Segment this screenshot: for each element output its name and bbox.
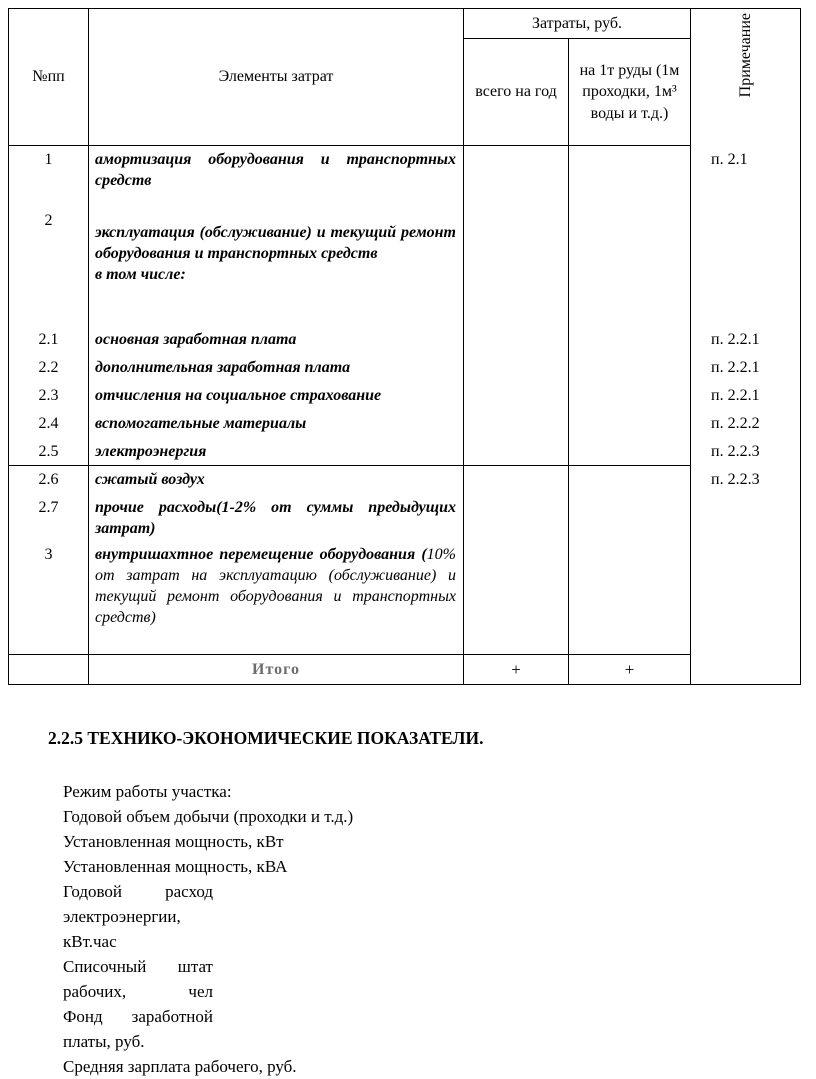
row-text: отчисления на социальное страхование [89,382,464,410]
row-per-unit-cell [569,466,691,494]
row-num: 2.2 [9,354,89,382]
row-total-year-cell [464,494,569,541]
line-staff-2: рабочих, чел [63,982,213,1001]
header-num: №пп [9,9,89,146]
row-per-unit-cell [569,198,691,326]
table-row-2-2 [9,354,801,382]
row-num: 1 [9,146,89,198]
row-note: п. 2.2.1 [711,386,760,404]
row-text [89,198,464,326]
line-payroll-1: Фонд заработной [63,1007,213,1026]
row-total-year-cell [464,146,569,198]
table-row-2-6 [9,466,801,494]
total-num-cell [9,655,89,685]
row-text-bold: внутришахтное перемещение оборудования ( [95,545,427,563]
table-row-2-4 [9,410,801,438]
row-num: 2 [9,198,89,326]
row-note: п. 2.2.1 [711,358,760,376]
table-row-2-5 [9,438,801,466]
table-row-2 [9,198,801,326]
row-per-unit-cell [569,410,691,438]
row-text: основная заработная плата [89,326,464,354]
table-row-3 [9,541,801,655]
row-note [691,541,801,655]
row-note: п. 2.2.3 [711,470,760,488]
total-note-cell [691,655,801,685]
table-header-row-top [9,9,801,39]
header-total-year: всего на год [464,39,569,146]
row-total-year-cell [464,410,569,438]
header-per-unit: на 1т руды (1м проходки, 1м³ воды и т.д.) [569,39,691,146]
line-installed-power-kva: Установленная мощность, кВА [63,857,288,876]
row-per-unit-cell [569,438,691,466]
table-total-row [9,655,801,685]
row-text: сжатый воздух [89,466,464,494]
row-text: дополнительная заработная плата [89,354,464,382]
header-note-cell [691,9,801,146]
row-note [691,198,801,326]
row-total-year-cell [464,466,569,494]
line-installed-power-kwt: Установленная мощность, кВт [63,832,284,851]
row-note: п. 2.1 [711,150,748,168]
total-year-value: + [464,655,569,685]
section-heading: 2.2.5 ТЕХНИКО-ЭКОНОМИЧЕСКИЕ ПОКАЗАТЕЛИ. [48,728,484,748]
row-text: вспомогательные материалы [89,410,464,438]
header-costs-group: Затраты, руб. [464,9,691,39]
row-per-unit-cell [569,541,691,655]
row-num: 2.5 [9,438,89,466]
total-per-unit-value: + [569,655,691,685]
row-num: 2.6 [9,466,89,494]
row-note: п. 2.2.1 [711,330,760,348]
row-note [691,494,801,541]
row-num: 3 [9,541,89,655]
line-work-mode: Режим работы участка: [63,782,232,801]
row-num: 2.7 [9,494,89,541]
note-vertical-label: Примечание [736,13,754,98]
table-row-2-7 [9,494,801,541]
line-annual-volume: Годовой объем добычи (проходки и т.д.) [63,807,354,826]
row-text: прочие расходы(1-2% от суммы предыдущих затрат) [89,494,464,541]
total-label: Итого [89,655,464,685]
table-row-1 [9,146,801,198]
row-total-year-cell [464,541,569,655]
row-text-regular: 10% от затрат на эксплуатацию (обслуживание) и текущий ремонт оборудования и транспортных средств) [95,545,456,627]
row-text [89,541,464,655]
row-per-unit-cell [569,146,691,198]
line-annual-consumption-3: кВт.час [63,932,117,951]
row-text: электроэнергия [89,438,464,466]
header-elements: Элементы затрат [89,9,464,146]
line-payroll-2: платы, руб. [63,1032,145,1051]
row-per-unit-cell [569,494,691,541]
row-total-year-cell [464,438,569,466]
line-annual-consumption-2: электроэнергии, [63,907,181,926]
row-note: п. 2.2.2 [711,414,760,432]
row-note: п. 2.2.3 [711,442,760,460]
row-text: амортизация оборудования и транспортных средств [89,146,464,198]
row-total-year-cell [464,354,569,382]
line-staff-1: Списочный штат [63,957,213,976]
row-text-main: эксплуатация (обслуживание) и текущий ремонт оборудования и транспортных средств [95,223,456,262]
row-num: 2.4 [9,410,89,438]
tech-economic-section [48,728,768,1079]
line-average-salary: Средняя зарплата рабочего, руб. [63,1057,297,1076]
section-lines [63,779,768,1079]
row-text-sub: в том числе: [95,265,186,283]
table-row-2-1 [9,326,801,354]
line-annual-consumption-1: Годовой расход [63,882,213,901]
table-row-2-3 [9,382,801,410]
row-total-year-cell [464,382,569,410]
row-total-year-cell [464,326,569,354]
row-num: 2.1 [9,326,89,354]
row-per-unit-cell [569,382,691,410]
row-total-year-cell [464,198,569,326]
costs-table [8,8,801,685]
row-per-unit-cell [569,326,691,354]
row-num: 2.3 [9,382,89,410]
row-per-unit-cell [569,354,691,382]
